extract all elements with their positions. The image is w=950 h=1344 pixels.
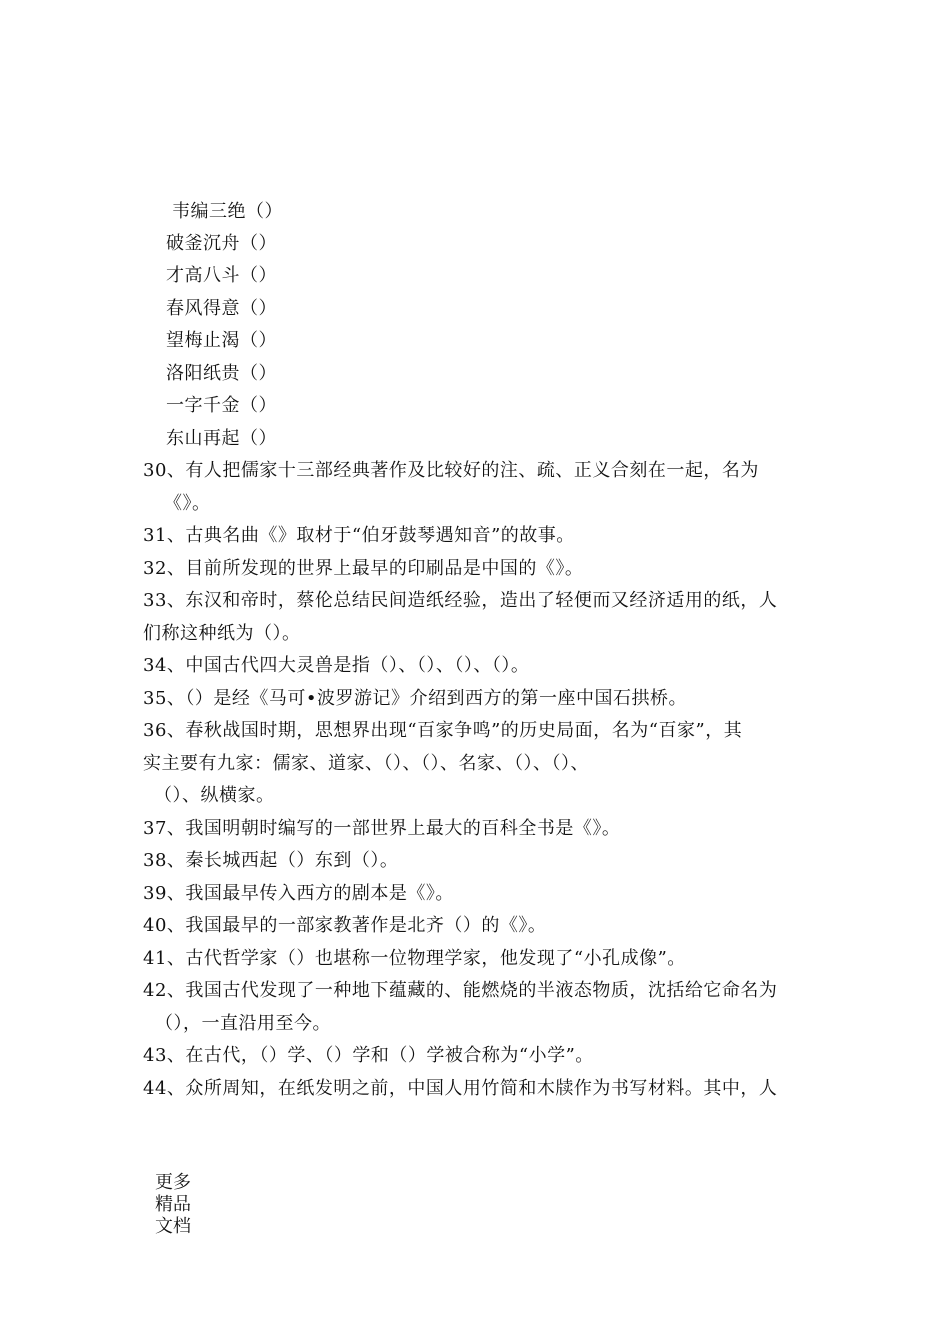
question-37: 37、我国明朝时编写的一部世界上最大的百科全书是《》。 [143,818,621,839]
question-36-line-1: 36、春秋战国时期，思想界出现“百家争鸣”的历史局面，名为“百家”，其 [143,720,743,741]
idiom-item: 东山再起（） [166,428,277,449]
question-40: 40、我国最早的一部家教著作是北齐（）的《》。 [143,915,547,936]
question-30-line-1: 30、有人把儒家十三部经典著作及比较好的注、疏、正义合刻在一起，名为 [143,460,759,481]
question-33-line-1: 33、东汉和帝时，蔡伦总结民间造纸经验，造出了轻便而又经济适用的纸，人 [143,590,778,611]
question-30-line-2: 《》。 [164,493,211,514]
idiom-item: 韦编三绝（） [172,201,283,222]
question-36-line-2: 实主要有九家：儒家、道家、（）、（）、名家、（）、（）、 [143,753,589,774]
footer-line: 文档 [155,1216,191,1237]
idiom-item: 破釜沉舟（） [166,233,277,254]
idiom-item: 望梅止渴（） [166,330,277,351]
footer-line: 精品 [155,1194,191,1215]
question-43: 43、在古代，（）学、（）学和（）学被合称为“小学”。 [143,1045,594,1066]
question-39: 39、我国最早传入西方的剧本是《》。 [143,883,454,904]
question-34: 34、中国古代四大灵兽是指（）、（）、（）、（）。 [143,655,530,676]
question-38: 38、秦长城西起（）东到（）。 [143,850,399,871]
question-31: 31、古典名曲《》取材于“伯牙鼓琴遇知音”的故事。 [143,525,575,546]
question-33-line-2: 们称这种纸为（）。 [143,623,301,644]
question-42-line-2: （），一直沿用至今。 [155,1013,331,1034]
question-32: 32、目前所发现的世界上最早的印刷品是中国的《》。 [143,558,584,579]
question-35: 35、（）是经《马可•波罗游记》介绍到西方的第一座中国石拱桥。 [143,688,688,709]
question-36-line-3: （）、纵横家。 [154,785,275,806]
question-44: 44、众所周知，在纸发明之前，中国人用竹简和木牍作为书写材料。其中，人 [143,1078,778,1099]
footer-note [155,1172,215,1238]
question-41: 41、古代哲学家（）也堪称一位物理学家，他发现了“小孔成像”。 [143,948,686,969]
idiom-item: 才高八斗（） [166,265,277,286]
idiom-item: 春风得意（） [166,298,277,319]
footer-line: 更多 [155,1172,191,1193]
question-42-line-1: 42、我国古代发现了一种地下蕴藏的、能燃烧的半液态物质，沈括给它命名为 [143,980,778,1001]
idiom-item: 洛阳纸贵（） [166,363,277,384]
idiom-item: 一字千金（） [166,395,277,416]
